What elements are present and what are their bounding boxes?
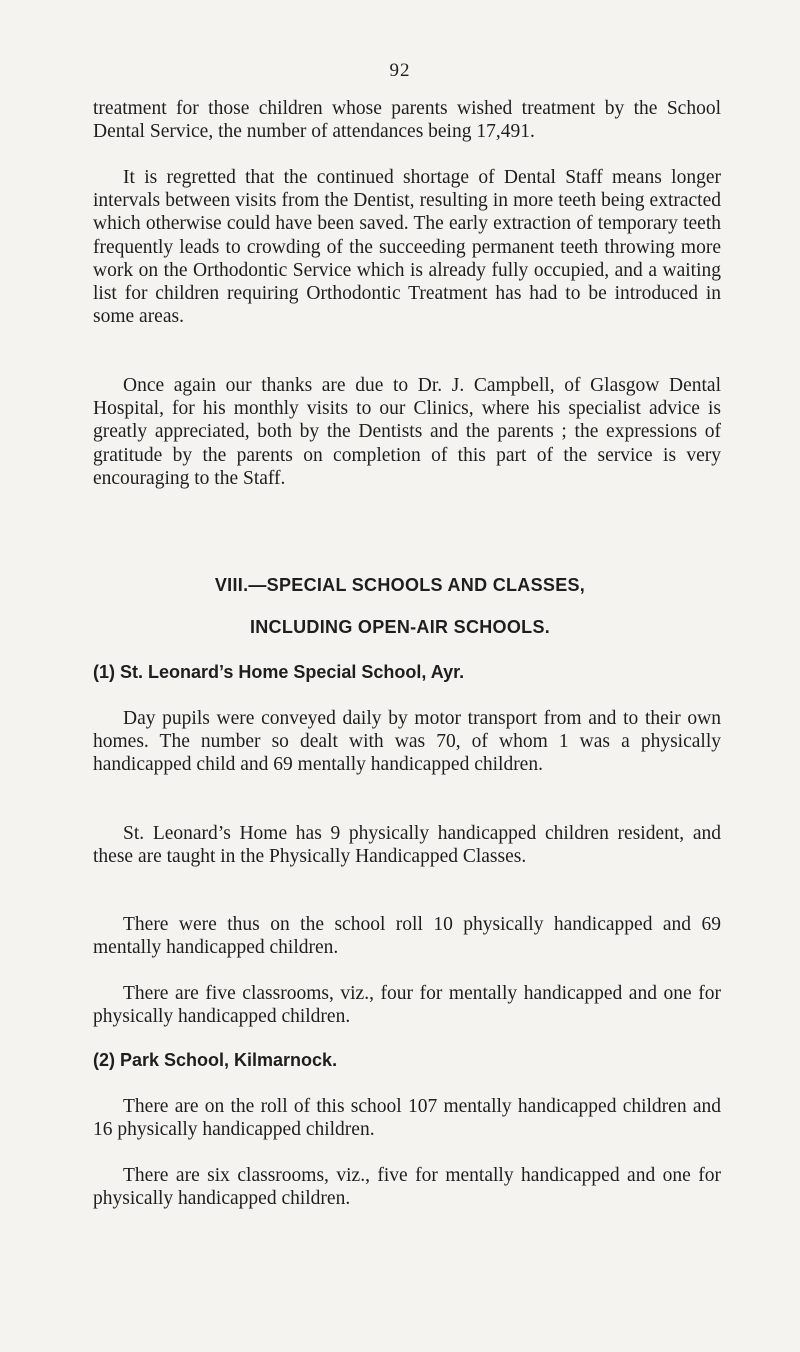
page-number: 92 xyxy=(389,60,411,81)
school1-paragraph-classrooms: There are five classrooms, viz., four for mentally handicapped and one for physically handicapped children. xyxy=(93,983,721,1028)
paragraph-staff-shortage: It is regretted that the continued shortage of Dental Staff means longer intervals between visits from the Dentist, resulting in more teeth being extracted which otherwise could have been saved. The early extraction of temporary teeth frequently leads to crowding of the succeeding permanent teeth throwing more work on the Orthodontic Service which is already fully occupied, and a waiting list for children requiring Orthodontic Treatment has had to be introduced in some areas. xyxy=(93,167,721,328)
school2-paragraph-classrooms: There are six classrooms, viz., five for mentally handicapped and one for physically handicapped children. xyxy=(93,1165,721,1210)
school2-paragraph-roll: There are on the roll of this school 107 mentally handicapped children and 16 physically handicapped children. xyxy=(93,1096,721,1141)
paragraph-continued-treatment: treatment for those children whose parents wished treatment by the School Dental Service, the number of attendances being 17,491. xyxy=(93,98,721,143)
section-heading-line1: VIII.—SPECIAL SCHOOLS AND CLASSES, xyxy=(214,575,586,595)
section-heading-line2: INCLUDING OPEN-AIR SCHOOLS. xyxy=(249,617,551,637)
school1-paragraph-day-pupils: Day pupils were conveyed daily by motor transport from and to their own homes. The number so dealt with was 70, of whom 1 was a physically handicapped child and 69 mentally handicapped children. xyxy=(93,708,721,776)
school1-paragraph-roll: There were thus on the school roll 10 physically handicapped and 69 mentally handicapped children. xyxy=(93,914,721,959)
school1-heading: (1) St. Leonard’s Home Special School, Ayr. xyxy=(93,662,465,682)
paragraph-thanks: Once again our thanks are due to Dr. J. Campbell, of Glasgow Dental Hospital, for his monthly visits to our Clinics, where his specialist advice is greatly appreciated, both by the Dentists and the parents ; the expressions of gratitude by the parents on completion of this part of the service is very encouraging to the Staff. xyxy=(93,375,721,489)
school2-heading: (2) Park School, Kilmarnock. xyxy=(93,1050,338,1070)
school1-paragraph-residents: St. Leonard’s Home has 9 physically handicapped children resident, and these are taught in the Physically Handicapped Classes. xyxy=(93,823,721,868)
